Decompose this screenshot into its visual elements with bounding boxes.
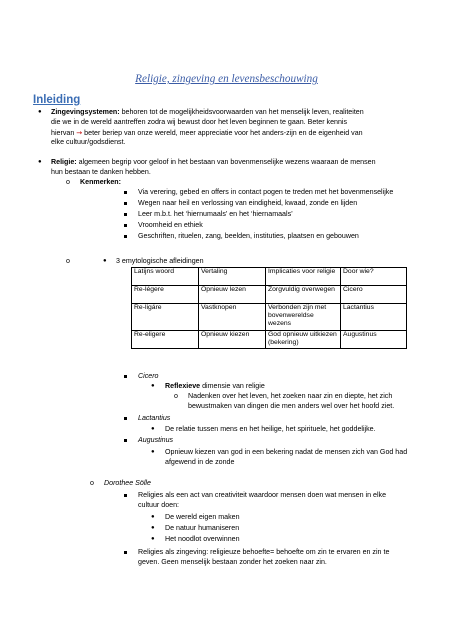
table-cell: Zorgvuldig overwegen [266,286,341,304]
author-solle: Dorothee Sölle [104,479,151,487]
text-line: Religies als zingeving: religieuze behoefte= behoefte om zin te ervaren en zin te [138,548,390,556]
text-line: Religies als een act van creativiteit waardoor mensen doen wat mensen in elke [138,491,387,499]
section-heading: Inleiding [33,94,81,106]
text-line: behoren tot de mogelijkheidsvoorwaarden van het menselijk leven, realiteiten [119,108,364,116]
kenmerken-label: Kenmerken: [80,178,122,186]
bullet-icon: ● [151,383,155,389]
table-cell: Lactantius [341,304,407,331]
bullet-icon: ● [38,109,42,115]
table-header-cell: Latijns woord [132,268,199,286]
text-line: bewustmaken van dingen die men anders wel over het hoofd ziet. [188,402,395,410]
text-line: elke cultuur/godsdienst. [51,138,126,146]
etymology-label: 3 emytologische afleidingen [116,257,204,265]
bullet-icon: ● [103,258,107,264]
text-line: afgewend in de zonde [165,458,235,466]
text-line-arrow [51,128,363,138]
paragraph-religie [51,158,376,167]
text-line: cultuur doen: [138,501,180,509]
etymology-table [131,267,407,349]
table-cell: Re-légere [132,286,199,304]
square-bullet-icon [124,375,127,378]
table-row [132,304,407,331]
table-cell: Verbonden zijn met bovenwereldse wezens [266,304,341,331]
bullet-icon: ● [38,159,42,165]
square-bullet-icon [124,551,127,554]
kenmerk-item: Geschriften, rituelen, zang, beelden, instituties, plaatsen en gebouwen [138,232,359,240]
bullet-icon: ● [151,525,155,531]
square-bullet-icon [124,191,127,194]
square-bullet-icon [124,417,127,420]
table-cell: Vastknopen [199,304,266,331]
term-reflexieve: Reflexieve [165,382,201,390]
text-line: Opnieuw kiezen van god in een bekering nadat de mensen zich van God had [165,448,408,456]
term-religie: Religie: [51,158,77,166]
square-bullet-icon [124,235,127,238]
term-zingevingsystemen: Zingevingsystemen: [51,108,120,116]
kenmerk-item: Via verering, gebed en offers in contact pogen te treden met het bovenmenselijke [138,188,394,196]
bullet-icon: ● [151,514,155,520]
text-line: geven. Geen menselijk bestaan zonder het zoeken naar zin. [138,558,327,566]
author-cicero: Cicero [138,372,159,380]
table-row [132,331,407,349]
circle-bullet-icon: o [66,178,70,186]
table-row [132,286,407,304]
paragraph-zingevingsystemen [51,108,364,117]
document-title: Religie, zingeving en levensbeschouwing [135,73,318,85]
table-cell: Re-ligáre [132,304,199,331]
square-bullet-icon [124,213,127,216]
table-cell: God opnieuw uitkiezen (bekering) [266,331,341,349]
text-line: hun bestaan te danken hebben. [51,168,151,176]
table-cell: Opnieuw kiezen [199,331,266,349]
bullet-icon: ● [151,449,155,455]
square-bullet-icon [124,202,127,205]
text-span: beter beriep van onze wereld, meer appreciatie voor het anders-zijn en de eigenheid van [82,129,363,137]
text-line: die we in de wereld aantreffen zodra wij bewust door het leven beginnen te gaan. Beter kennis [51,118,348,126]
kenmerk-item: Wegen naar heil en verlossing van eindigheid, kwaad, zonde en lijden [138,199,358,207]
circle-bullet-icon: o [90,479,94,487]
text-line: algemeen begrip voor geloof in het bestaan van bovenmenselijke wezens waaraan de mensen [76,158,376,166]
table-header-cell: Door wie? [341,268,407,286]
table-header-row [132,268,407,286]
solle-sub-item: De wereld eigen maken [165,513,240,521]
square-bullet-icon [124,224,127,227]
table-header-cell: Vertaling [199,268,266,286]
solle-sub-item: Het noodlot overwinnen [165,535,240,543]
table-cell: Opnieuw lezen [199,286,266,304]
table-header-cell: Implicaties voor religie [266,268,341,286]
kenmerk-item: Leer m.b.t. het ‘hiernumaals’ en het ‘hiernamaals’ [138,210,293,218]
circle-bullet-icon: o [174,392,178,400]
bullet-icon: ● [151,426,155,432]
circle-bullet-icon: o [66,257,70,265]
table-cell: Augustinus [341,331,407,349]
table-cell: Cicero [341,286,407,304]
author-augustinus: Augustinus [138,436,174,444]
text-span: dimensie van religie [200,382,265,390]
arrow-right-icon: → [76,128,83,137]
text-line: De relatie tussen mens en het heilige, het spirituele, het goddelijke. [165,425,376,433]
kenmerk-item: Vroomheid en ethiek [138,221,203,229]
text-span: hiervan [51,129,77,137]
author-lactantius: Lactantius [138,414,171,422]
cicero-dimension [165,382,265,391]
text-line: Nadenken over het leven, het zoeken naar zin en diepte, het zich [188,392,393,400]
solle-sub-item: De natuur humaniseren [165,524,240,532]
square-bullet-icon [124,439,127,442]
square-bullet-icon [124,494,127,497]
table-cell: Re-eligere [132,331,199,349]
bullet-icon: ● [151,536,155,542]
